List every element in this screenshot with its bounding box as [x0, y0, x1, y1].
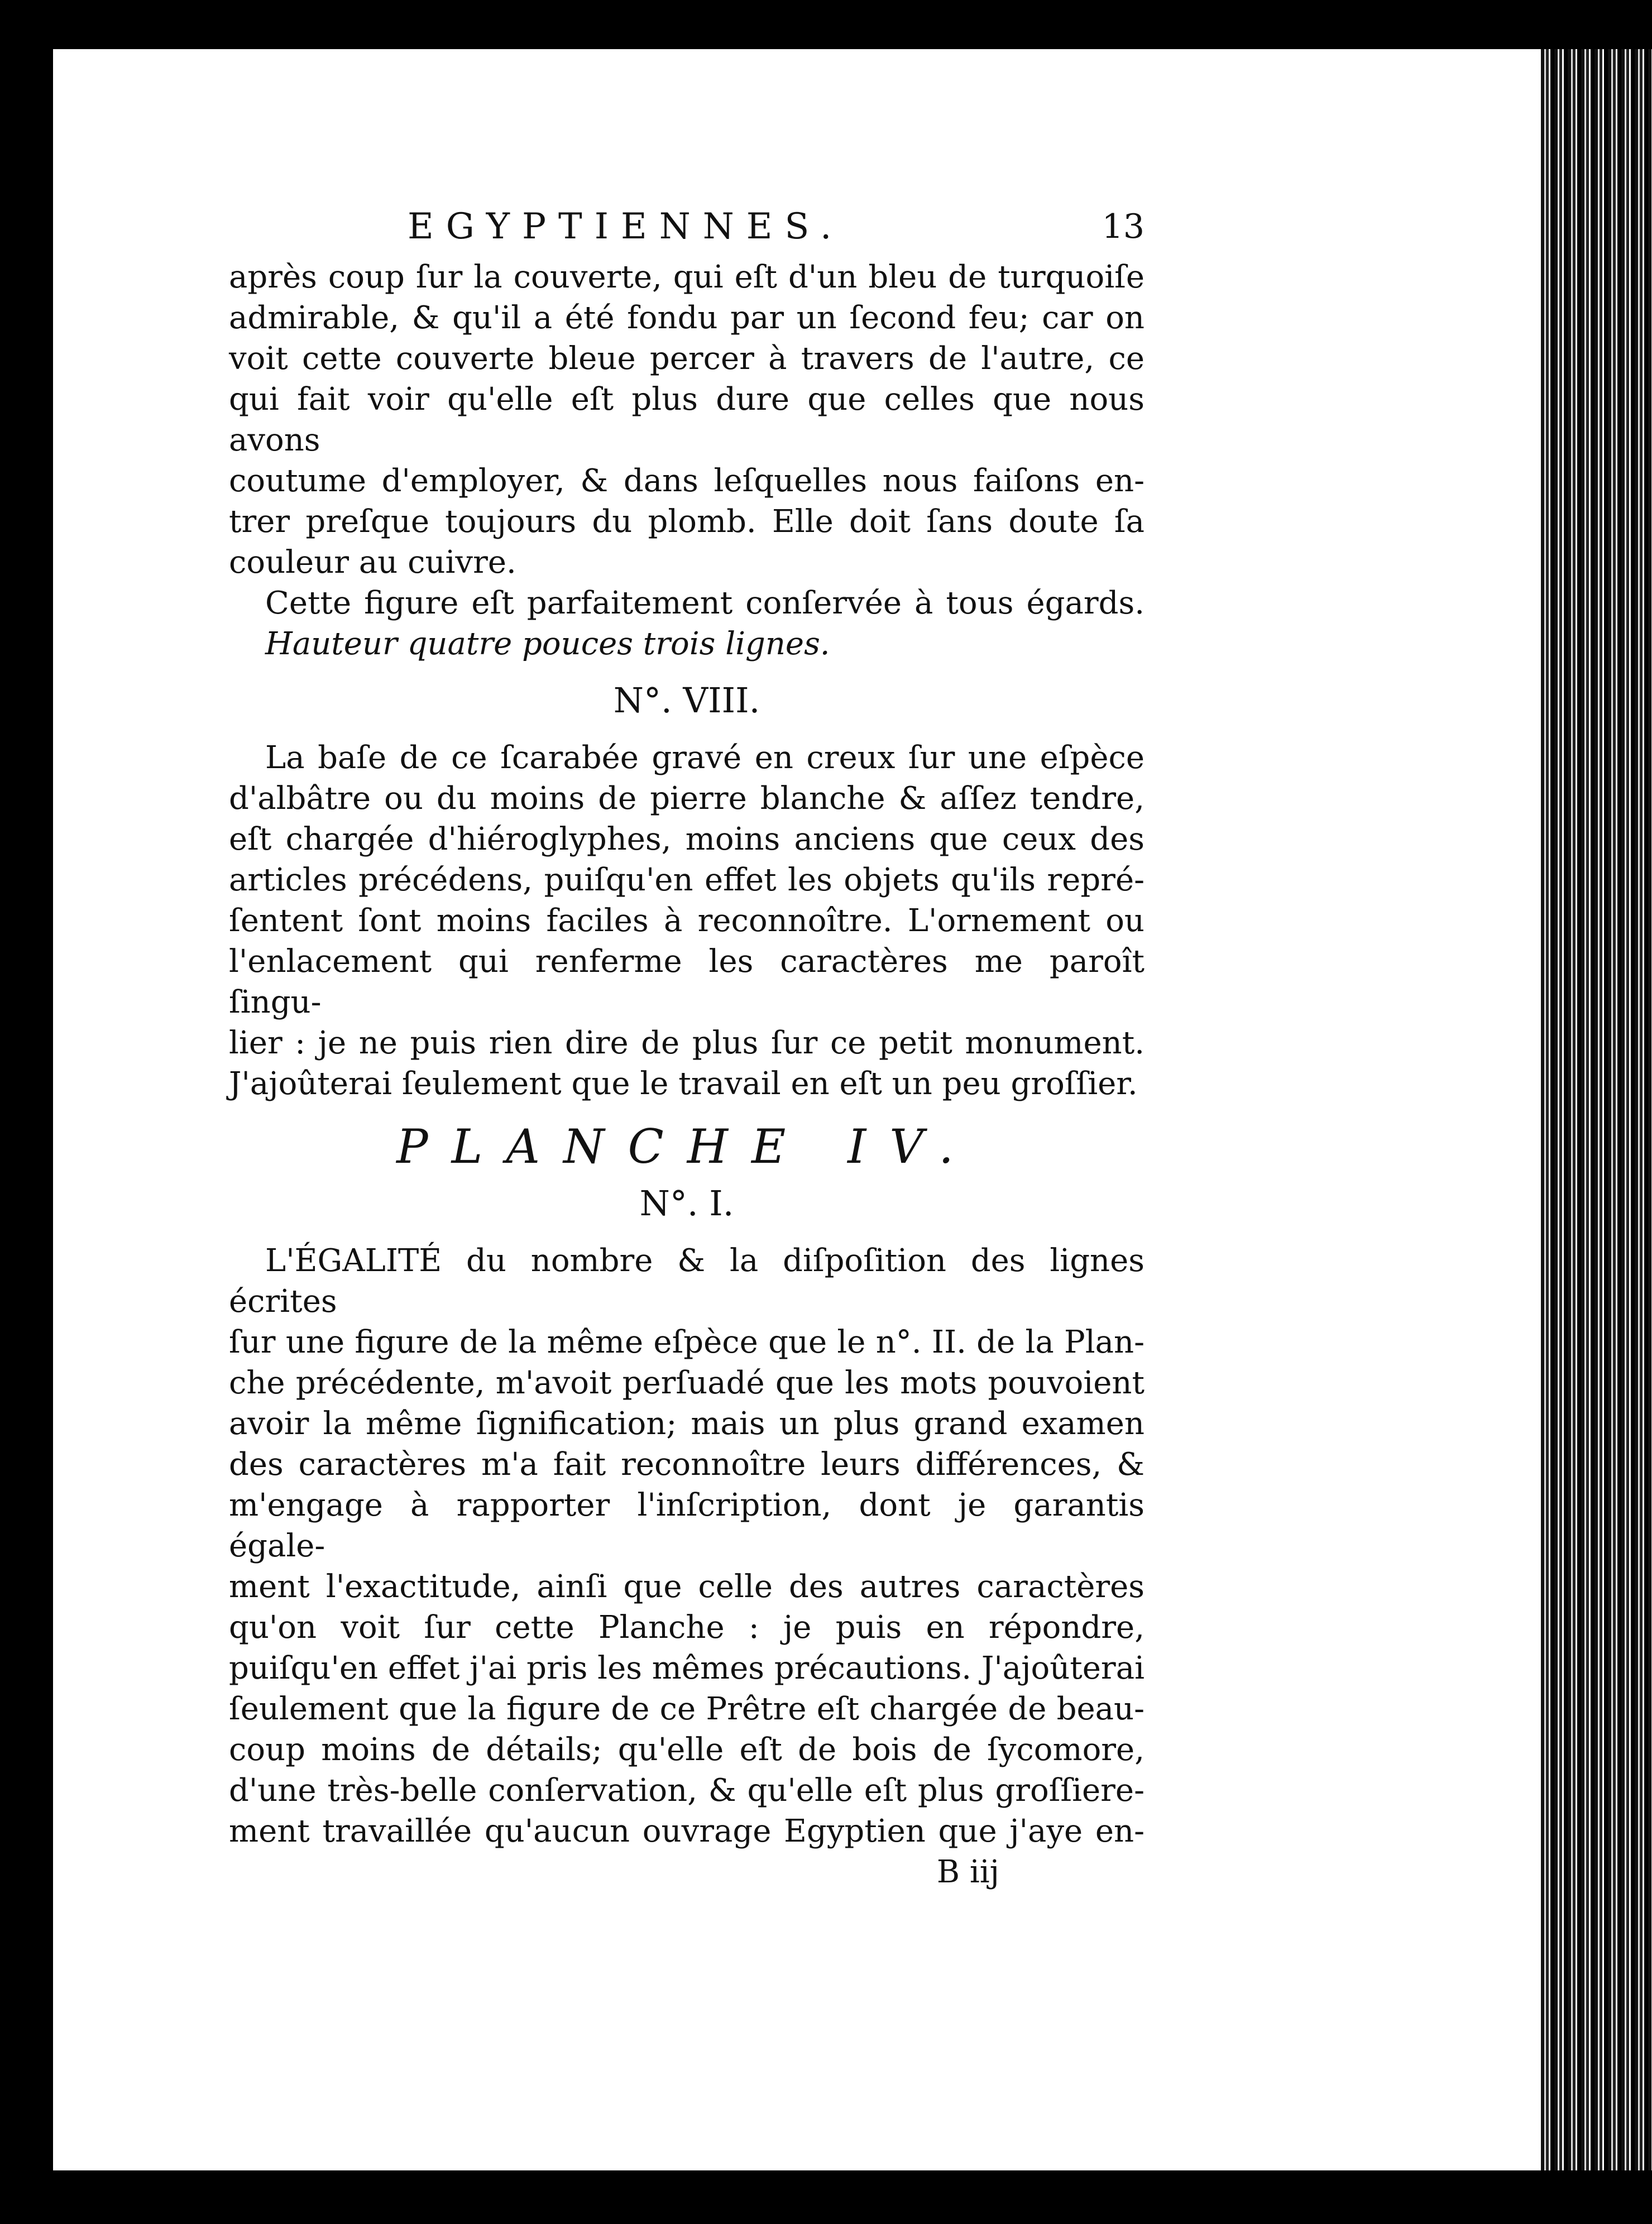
- text-line: che précédente, m'avoit perſuadé que les mots pouvoient: [229, 1365, 1145, 1401]
- paragraph-continuation: [229, 257, 1145, 583]
- height-note: Hauteur quatre pouces trois lignes.: [265, 626, 830, 662]
- text-block: [229, 207, 1145, 1892]
- paragraph-scarab: [229, 737, 1145, 1104]
- text-line: ment l'exactitude, ainſi que celle des autres caractères: [229, 1569, 1145, 1605]
- text-line: l'enlacement qui renferme les caractères me paroît ſingu-: [229, 943, 1145, 1020]
- running-head: [229, 207, 1145, 257]
- paragraph-egalite: [229, 1240, 1145, 1852]
- text-line: ſeulement que la figure de ce Prêtre eſt chargée de beau-: [229, 1691, 1145, 1727]
- text-line: La baſe de ce ſcarabée gravé en creux ſur une eſpèce: [265, 740, 1145, 776]
- text-line: coutume d'employer, & dans leſquelles nous faiſons en-: [229, 463, 1145, 499]
- text-line: des caractères m'a fait reconnoître leurs différences, &: [229, 1446, 1145, 1483]
- text-line: avoir la même ſignification; mais un plus grand examen: [229, 1406, 1145, 1442]
- section-heading-i: N°. I.: [639, 1183, 734, 1224]
- signature-mark: B iij: [936, 1854, 999, 1890]
- text-line: après coup ſur la couverte, qui eſt d'un bleu de turquoiſe: [229, 259, 1145, 295]
- text-line: lier : je ne puis rien dire de plus ſur ce petit monument.: [229, 1025, 1145, 1061]
- text-line: J'ajoûterai ſeulement que le travail en eſt un peu groſſier.: [229, 1066, 1138, 1102]
- text-line: ment travaillée qu'aucun ouvrage Egyptien que j'aye en-: [229, 1813, 1145, 1849]
- page-number: 13: [1102, 207, 1145, 246]
- paragraph-conservation: [229, 583, 1145, 664]
- text-line: ſur une figure de la même eſpèce que le n°. II. de la Plan-: [229, 1324, 1145, 1360]
- text-line: coup moins de détails; qu'elle eſt de bois de ſycomore,: [229, 1732, 1145, 1768]
- text-line: m'engage à rapporter l'inſcription, dont je garantis égale-: [229, 1487, 1145, 1564]
- text-line: eſt chargée d'hiéroglyphes, moins anciens que ceux des: [229, 821, 1145, 857]
- text-line: qu'on voit ſur cette Planche : je puis en répondre,: [229, 1609, 1145, 1646]
- text-line: L'ÉGALITÉ du nombre & la diſpoſition des lignes écrites: [229, 1243, 1145, 1320]
- text-line: Cette figure eſt parfaitement conſervée à tous égards.: [265, 585, 1145, 621]
- book-spine-edge: [1541, 49, 1652, 2170]
- text-line: ſentent ſont moins faciles à reconnoître. L'ornement ou: [229, 903, 1145, 939]
- running-title: EGYPTIENNES.: [408, 206, 844, 247]
- text-line: voit cette couverte bleue percer à travers de l'autre, ce: [229, 341, 1145, 377]
- text-line: admirable, & qu'il a été fondu par un ſecond feu; car on: [229, 300, 1145, 336]
- text-line: articles précédens, puiſqu'en effet les objets qu'ils repré-: [229, 862, 1145, 898]
- section-heading-viii: N°. VIII.: [613, 680, 760, 721]
- text-line: qui fait voir qu'elle eſt plus dure que celles que nous avons: [229, 381, 1145, 458]
- text-line: trer preſque toujours du plomb. Elle doit ſans doute ſa: [229, 504, 1145, 540]
- text-line: d'albâtre ou du moins de pierre blanche & aſſez tendre,: [229, 780, 1145, 817]
- text-line: couleur au cuivre.: [229, 544, 516, 581]
- text-line: puiſqu'en effet j'ai pris les mêmes précautions. J'ajoûterai: [229, 1650, 1145, 1686]
- text-line: d'une très-belle conſervation, & qu'elle eſt plus groſſiere-: [229, 1772, 1145, 1809]
- plate-heading: PLANCHE IV.: [396, 1119, 977, 1174]
